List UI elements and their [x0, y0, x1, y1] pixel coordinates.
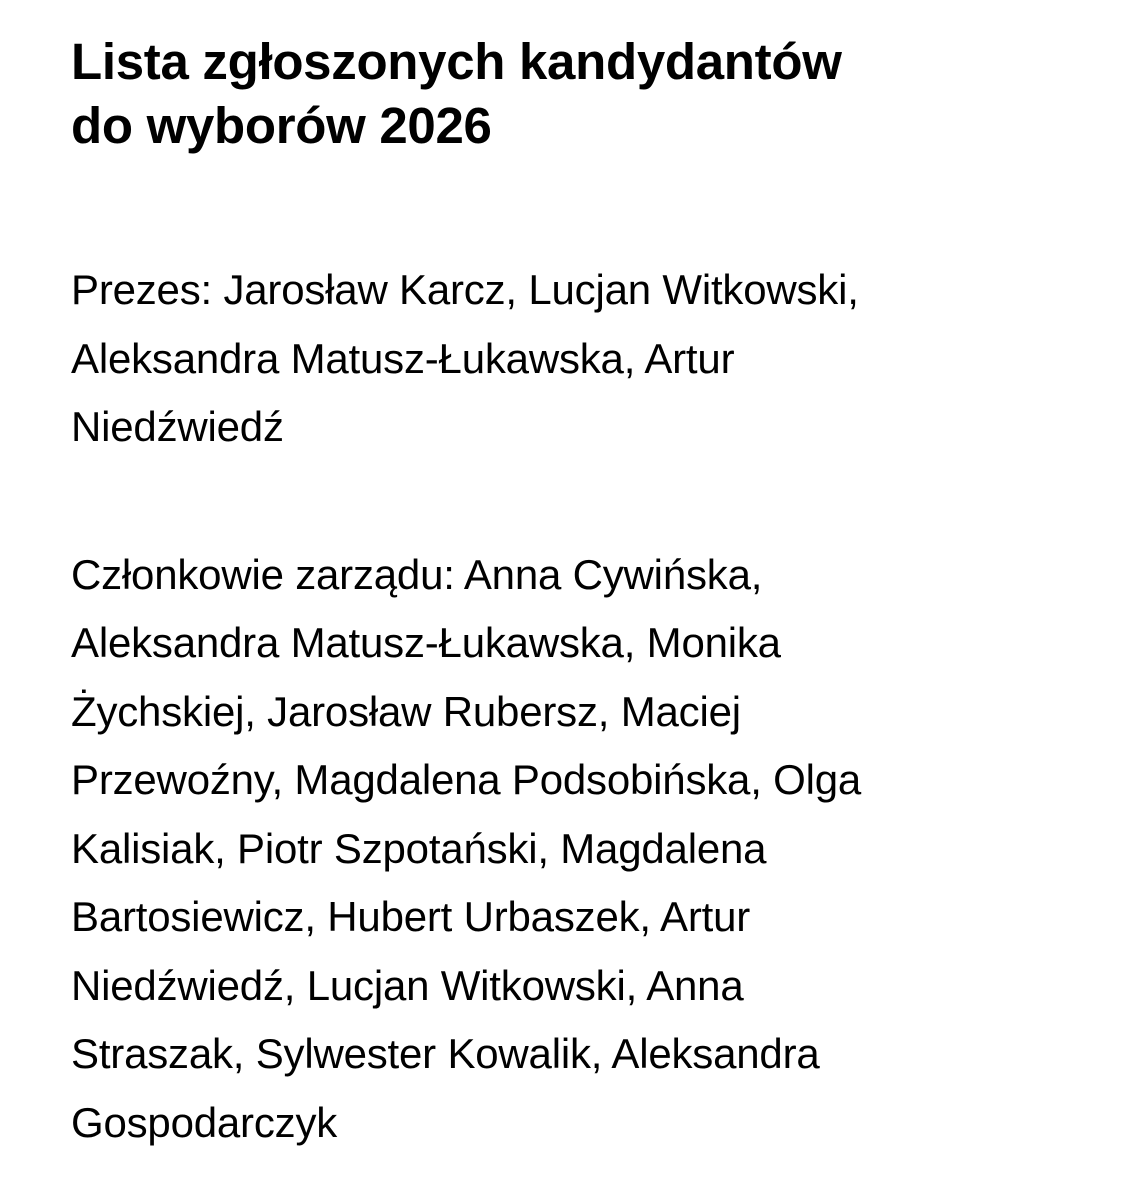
paragraph-line: Bartosiewicz, Hubert Urbaszek, Artur	[71, 893, 751, 940]
paragraph-line: Straszak, Sylwester Kowalik, Aleksandra	[71, 1030, 820, 1077]
paragraph-line: Członkowie zarządu: Anna Cywińska,	[71, 550, 763, 598]
paragraph-line: Kalisiak, Piotr Szpotański, Magdalena	[71, 824, 767, 872]
title-line: do wyborów 2026	[71, 97, 492, 154]
paragraph-line: Przewoźny, Magdalena Podsobińska, Olga	[71, 756, 862, 803]
paragraph-line: Niedźwiedź	[71, 403, 284, 450]
paragraph-line: Niedźwiedź, Lucjan Witkowski, Anna	[71, 961, 744, 1009]
paragraph-line: Prezes: Jarosław Karcz, Lucjan Witkowski,	[71, 266, 859, 313]
page-title	[71, 30, 1071, 158]
board-candidates-paragraph	[71, 541, 1071, 1158]
paragraph-line: Żychskiej, Jarosław Rubersz, Maciej	[71, 687, 741, 735]
paragraph-line: Aleksandra Matusz-Łukawska, Artur	[71, 334, 735, 382]
president-candidates-paragraph	[71, 256, 1071, 462]
paragraph-line: Gospodarczyk	[71, 1098, 338, 1146]
document	[71, 30, 1071, 1157]
paragraph-line: Aleksandra Matusz-Łukawska, Monika	[71, 619, 781, 666]
title-line: Lista zgłoszonych kandydantów	[71, 33, 842, 90]
